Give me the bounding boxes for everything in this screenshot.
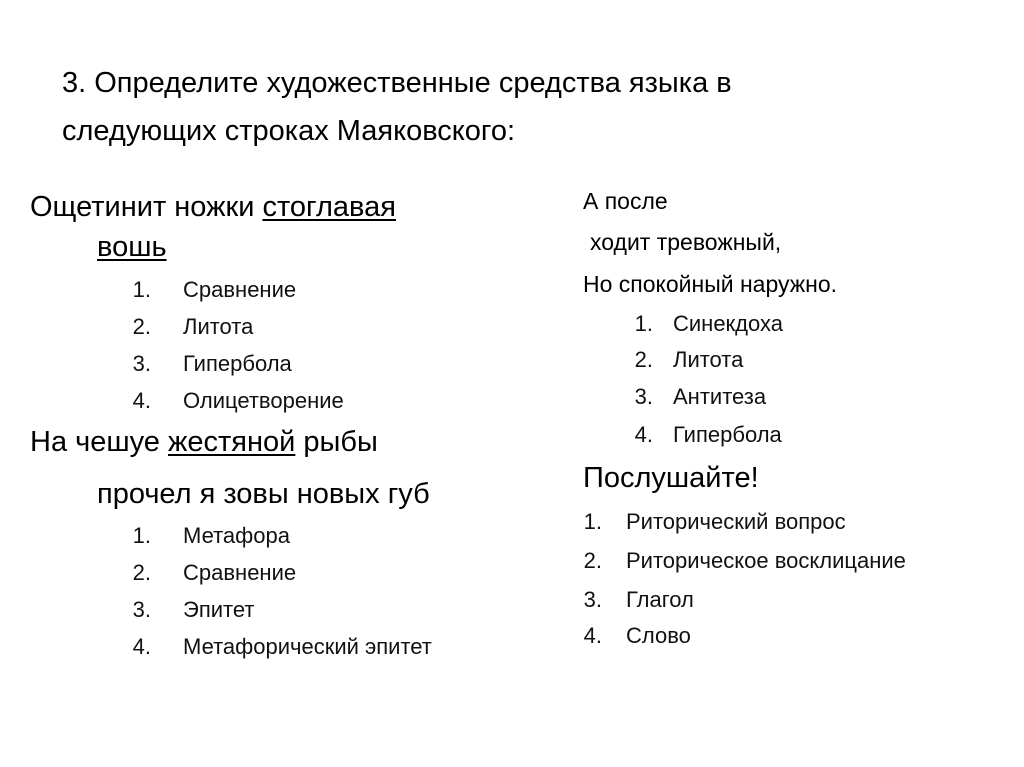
q3-option-text: Синекдоха: [673, 311, 783, 336]
q4-option[interactable]: [576, 623, 691, 649]
q2-option[interactable]: [125, 634, 432, 660]
q2-option-text: Сравнение: [183, 560, 297, 585]
q4-option-number: 1.: [583, 509, 602, 534]
q3-option-number: 1.: [634, 311, 653, 336]
q4-option-number: 3.: [583, 587, 602, 612]
q2-option[interactable]: [125, 560, 296, 586]
q4-option[interactable]: [576, 587, 694, 613]
q4-option[interactable]: [576, 509, 846, 535]
slide-title-line-2: следующих строках Маяковского:: [62, 115, 516, 147]
q2-option-text: Метафорический эпитет: [183, 634, 432, 659]
q3-option-number: 4.: [634, 422, 653, 447]
q3-option[interactable]: [627, 347, 743, 373]
q3-option[interactable]: [627, 384, 766, 410]
q1-option-number: 2.: [132, 314, 151, 339]
q2-underlined-word: жестяной: [168, 426, 296, 458]
q3-option[interactable]: [627, 311, 783, 337]
q1-option[interactable]: [125, 351, 292, 377]
q2-option-text: Эпитет: [183, 597, 255, 622]
q3-option-number: 3.: [634, 384, 653, 409]
q3-option-number: 2.: [634, 347, 653, 372]
q2-quote-line-2: прочел я зовы новых губ: [97, 478, 430, 510]
q2-option[interactable]: [125, 597, 254, 623]
q1-quote-line-2: [97, 230, 167, 265]
slide-title-line-1: 3. Определите художественные средства языка в: [62, 67, 732, 99]
q1-underlined-word-2: вошь: [97, 231, 167, 263]
q4-option-number: 4.: [583, 623, 602, 648]
q3-quote-line-2: ходит тревожный,: [590, 229, 782, 255]
q4-option-number: 2.: [583, 548, 602, 573]
q1-underlined-word-1: стоглавая: [262, 191, 396, 223]
q1-option-number: 4.: [132, 388, 151, 413]
q4-option-text: Глагол: [626, 587, 694, 612]
q2-option-number: 4.: [132, 634, 151, 659]
q1-option[interactable]: [125, 314, 253, 340]
q2-quote-text: На чешуе: [30, 426, 168, 458]
q1-option-text: Литота: [183, 314, 254, 339]
q3-option[interactable]: [627, 422, 782, 448]
q1-option-number: 3.: [132, 351, 151, 376]
q2-quote-line-1: [30, 425, 378, 460]
q1-option-number: 1.: [132, 277, 151, 302]
q2-option-number: 3.: [132, 597, 151, 622]
q2-quote-text-end: рыбы: [295, 426, 378, 458]
q4-option-text: Риторический вопрос: [626, 509, 846, 534]
q3-option-text: Литота: [673, 347, 744, 372]
q1-option[interactable]: [125, 277, 296, 303]
q3-option-text: Гипербола: [673, 422, 782, 447]
q1-option-text: Олицетворение: [183, 388, 344, 413]
q2-option-number: 1.: [132, 523, 151, 548]
q1-option[interactable]: [125, 388, 344, 414]
q3-quote-line-3: Но спокойный наружно.: [583, 271, 838, 297]
q1-quote-text: Ощетинит ножки: [30, 191, 263, 223]
q1-option-text: Сравнение: [183, 277, 297, 302]
q2-option-number: 2.: [132, 560, 151, 585]
q1-quote-line-1: [30, 190, 396, 225]
q3-quote-line-1: А после: [583, 188, 668, 214]
q4-option-text: Слово: [626, 623, 691, 648]
q3-option-text: Антитеза: [673, 384, 767, 409]
q4-option[interactable]: [576, 548, 906, 574]
q2-option-text: Метафора: [183, 523, 290, 548]
q4-option-text: Риторическое восклицание: [626, 548, 906, 573]
q1-option-text: Гипербола: [183, 351, 292, 376]
q4-quote: Послушайте!: [583, 462, 759, 494]
q2-option[interactable]: [125, 523, 290, 549]
